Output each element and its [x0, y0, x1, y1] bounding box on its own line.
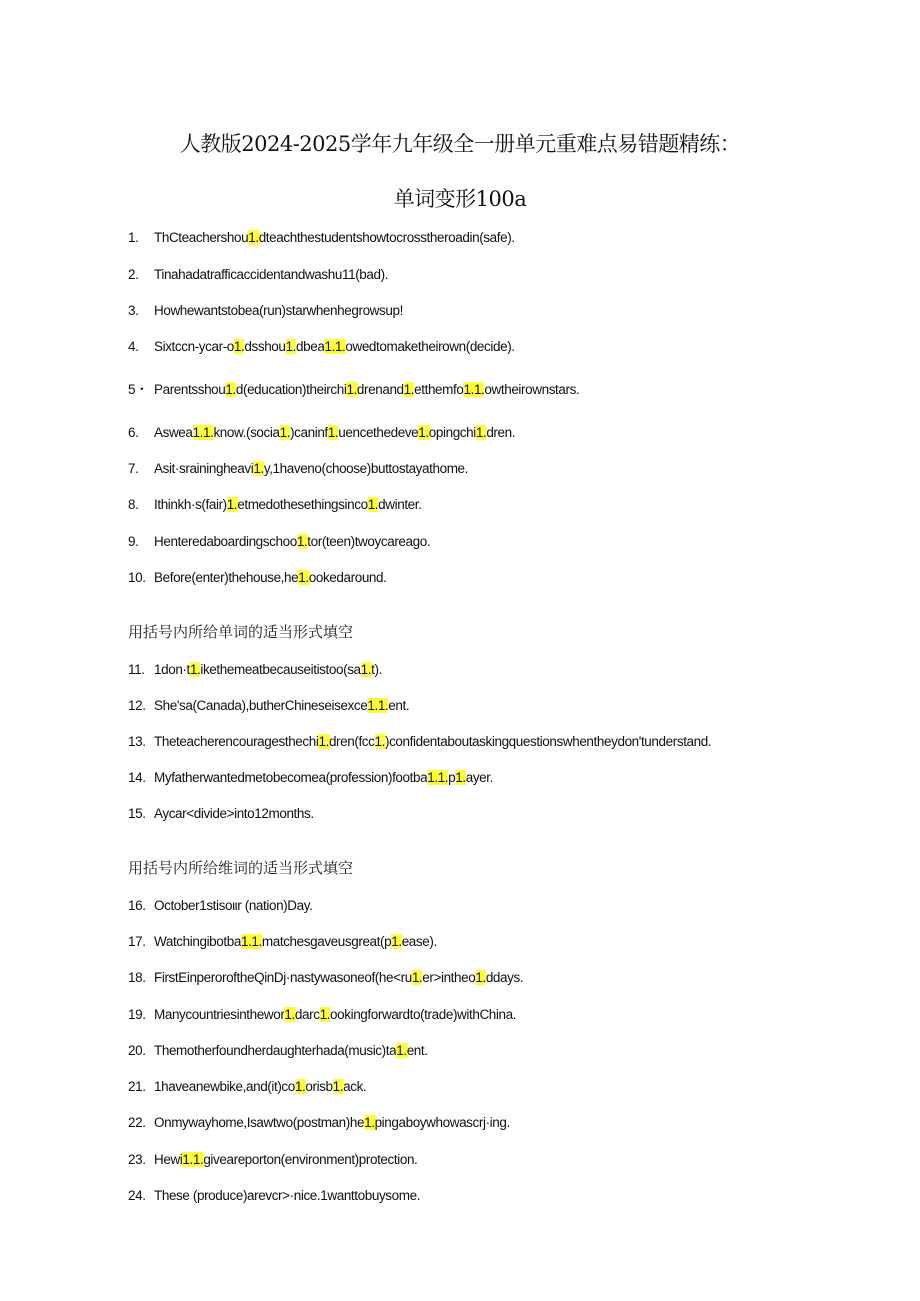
highlight-mark: 1. [327, 425, 339, 440]
exercise-text: dren. [486, 425, 516, 440]
exercise-text: Myfatherwantedmetobecomea(profession)footba [154, 770, 428, 785]
exercise-number: 3. [128, 303, 139, 318]
highlight-mark: 1.1. [463, 382, 485, 397]
exercise-text: Manycountriesinthewor [154, 1007, 285, 1022]
highlight-mark: 1. [418, 425, 429, 440]
exercise-item [128, 898, 312, 913]
exercise-text: er>intheo [422, 970, 476, 985]
exercise-text: ookedaround. [308, 570, 387, 585]
exercise-item [128, 698, 409, 713]
exercise-text: 1haveanewbike,and(it)co [154, 1079, 295, 1094]
exercise-item [128, 425, 515, 440]
exercise-text: ikethemeatbecauseitistoo(sa [200, 662, 361, 677]
exercise-item [128, 1079, 366, 1094]
highlight-mark: 1. [248, 230, 259, 245]
exercise-text: ayer. [465, 770, 493, 785]
highlight-mark: 1. [346, 382, 357, 397]
exercise-item [128, 806, 314, 821]
exercise-text: etthemfo [414, 382, 464, 397]
exercise-text: orisb [305, 1079, 333, 1094]
exercise-text: Themotherfoundherdaughterhada(music)ta [154, 1043, 397, 1058]
exercise-text: Aswea [154, 425, 193, 440]
exercise-text: dwinter. [378, 497, 422, 512]
highlight-mark: 1. [411, 970, 423, 985]
exercise-text: y,1haveno(choose)buttostayathome. [263, 461, 469, 476]
exercise-text: )confidentaboutaskingquestionswhentheydon'tunderstand. [384, 734, 712, 749]
exercise-number: 11. [128, 662, 145, 677]
exercise-item [128, 267, 388, 282]
highlight-mark: 1. [475, 425, 487, 440]
exercise-text: Theteacherencouragesthechi [154, 734, 319, 749]
exercise-text: know.(socia [213, 425, 280, 440]
exercise-text: darc [294, 1007, 320, 1022]
exercise-item [128, 1115, 510, 1130]
exercise-text: Tinahadatrafficaccidentandwashu11(bad). [154, 267, 389, 282]
highlight-mark: 1. [226, 497, 238, 512]
exercise-text: Howhewantstobea(run)starwhenhegrowsup! [154, 303, 403, 318]
highlight-mark: 1. [367, 497, 379, 512]
exercise-number: 4. [128, 339, 139, 354]
exercise-text: Parentsshou [154, 382, 226, 397]
section-heading-11: 用括号内所给单词的适当形式填空 [128, 623, 354, 641]
highlight-mark: 1. [455, 770, 466, 785]
exercise-item [128, 662, 382, 677]
highlight-mark: 1.1. [240, 934, 262, 949]
exercise-text: owedtomaketheirown(decide). [345, 339, 515, 354]
exercise-text: dteachthestudentshowtocrosstheroadin(safe). [258, 230, 515, 245]
exercise-text: Hewi [154, 1152, 183, 1167]
exercise-text: dren(fcc [328, 734, 375, 749]
highlight-mark: 1. [332, 1079, 344, 1094]
highlight-mark: 1. [189, 662, 201, 677]
exercise-number: 23. [128, 1152, 146, 1167]
exercise-item [128, 534, 430, 549]
highlight-mark: 1. [253, 461, 264, 476]
exercise-text: matchesgaveusgreat(p [261, 934, 392, 949]
exercise-number: 9. [128, 534, 139, 549]
highlight-mark: 1. [318, 734, 329, 749]
exercise-text: ack. [343, 1079, 367, 1094]
exercise-text: Aycar<divide>into12months. [154, 806, 314, 821]
exercise-text: October1stisoιιr (nation)Day. [154, 898, 313, 913]
exercise-text: 1don·t [154, 662, 190, 677]
exercise-text: p [448, 770, 456, 785]
exercise-number: 7. [128, 461, 139, 476]
title-line-1: 人教版2024-2025学年九年级全一册单元重难点易错题精练： [179, 132, 741, 156]
exercise-number: 16. [128, 898, 146, 913]
highlight-mark: 1.1. [324, 339, 346, 354]
highlight-mark: 1. [403, 382, 415, 397]
exercise-text: giveareporton(environment)protection. [203, 1152, 418, 1167]
exercise-number: 18. [128, 970, 146, 985]
exercise-number: 14. [128, 770, 146, 785]
highlight-mark: 1. [294, 1079, 306, 1094]
exercise-number: 17. [128, 934, 146, 949]
exercise-text: ookingforwardto(trade)withChina. [330, 1007, 517, 1022]
exercise-item [128, 734, 711, 749]
highlight-mark: 1. [391, 934, 402, 949]
exercise-item [128, 1007, 516, 1022]
exercise-number: 12. [128, 698, 146, 713]
exercise-item [128, 934, 437, 949]
exercise-item [128, 230, 515, 245]
exercise-number: 2. [128, 267, 139, 282]
exercise-item [128, 570, 387, 585]
exercise-text: tor(teen)twoycareago. [307, 534, 431, 549]
highlight-mark: 1. [360, 662, 372, 677]
exercise-text: owtheirownstars. [484, 382, 580, 397]
exercise-text: ent. [406, 1043, 428, 1058]
highlight-mark: 1. [364, 1115, 375, 1130]
highlight-mark: 1.1. [182, 1152, 204, 1167]
highlight-mark: 1.1. [367, 698, 389, 713]
exercise-text: Asit·srainingheavi [154, 461, 254, 476]
exercise-text: Ithinkh·s(fair) [154, 497, 227, 512]
exercise-text: Watchingibotba [154, 934, 241, 949]
exercise-number: 21. [128, 1079, 146, 1094]
exercise-text: She'sa(Canada),butherChineseisexce [154, 698, 368, 713]
exercise-text: ThCteachershou [154, 230, 249, 245]
exercise-number: 22. [128, 1115, 146, 1130]
exercise-text: ddays. [485, 970, 524, 985]
exercise-text: dbea [296, 339, 325, 354]
exercise-text: ent. [388, 698, 410, 713]
exercise-number: 20. [128, 1043, 146, 1058]
exercise-item [128, 461, 468, 476]
exercise-item [128, 1152, 417, 1167]
exercise-text: These (produce)arevcr>·nice.1wanttobuysome. [154, 1188, 421, 1203]
exercise-text: etmedothesethingsinco [237, 497, 368, 512]
title-line-2: 单词变形100a [393, 187, 527, 211]
exercise-number: 13. [128, 734, 146, 749]
exercise-item [128, 378, 579, 398]
highlight-mark: 1. [319, 1007, 331, 1022]
exercise-text: d(education)theirchi [235, 382, 347, 397]
exercise-text: t). [371, 662, 382, 677]
highlight-mark: 1. [296, 534, 308, 549]
highlight-mark: 1. [225, 382, 236, 397]
exercise-item [128, 339, 515, 354]
exercise-number: 10. [128, 570, 146, 585]
exercise-text: ease). [401, 934, 437, 949]
exercise-text: dsshou [244, 339, 286, 354]
highlight-mark: 1. [396, 1043, 407, 1058]
exercise-text: Henteredaboardingschoo [154, 534, 297, 549]
exercise-text: Before(enter)thehouse,he [154, 570, 299, 585]
exercise-item [128, 1188, 420, 1203]
exercise-number: 5・ [128, 382, 149, 397]
exercise-number: 15. [128, 806, 146, 821]
exercise-item [128, 303, 403, 318]
highlight-mark: 1. [298, 570, 309, 585]
highlight-mark: 1. [475, 970, 486, 985]
exercise-number: 19. [128, 1007, 146, 1022]
exercise-item [128, 497, 421, 512]
exercise-item [128, 770, 493, 785]
exercise-number: 1. [128, 230, 139, 245]
exercise-text: pingaboywhowascrj·ing. [374, 1115, 510, 1130]
highlight-mark: 1. [284, 1007, 295, 1022]
exercise-text: opingchi [428, 425, 476, 440]
highlight-mark: 1.1. [427, 770, 449, 785]
exercise-text: )caninf [290, 425, 328, 440]
highlight-mark: 1. [374, 734, 385, 749]
exercise-item [128, 1043, 428, 1058]
exercise-number: 6. [128, 425, 139, 440]
exercise-text: uencethedeve [338, 425, 419, 440]
exercise-item [128, 970, 523, 985]
highlight-mark: 1. [279, 425, 291, 440]
highlight-mark: 1.1. [192, 425, 214, 440]
exercise-text: FirstEinperoroftheQinDj·nastywasoneof(he<ru [154, 970, 412, 985]
exercise-text: Onmywayhome,Isawtwo(postman)he [154, 1115, 365, 1130]
highlight-mark: 1. [233, 339, 245, 354]
exercise-text: Sixtccn-ycar-o [154, 339, 234, 354]
exercise-text: drenand [356, 382, 404, 397]
exercise-number: 8. [128, 497, 139, 512]
exercise-number: 24. [128, 1188, 146, 1203]
highlight-mark: 1. [285, 339, 296, 354]
section-heading-16: 用括号内所给维词的适当形式填空 [128, 859, 354, 877]
